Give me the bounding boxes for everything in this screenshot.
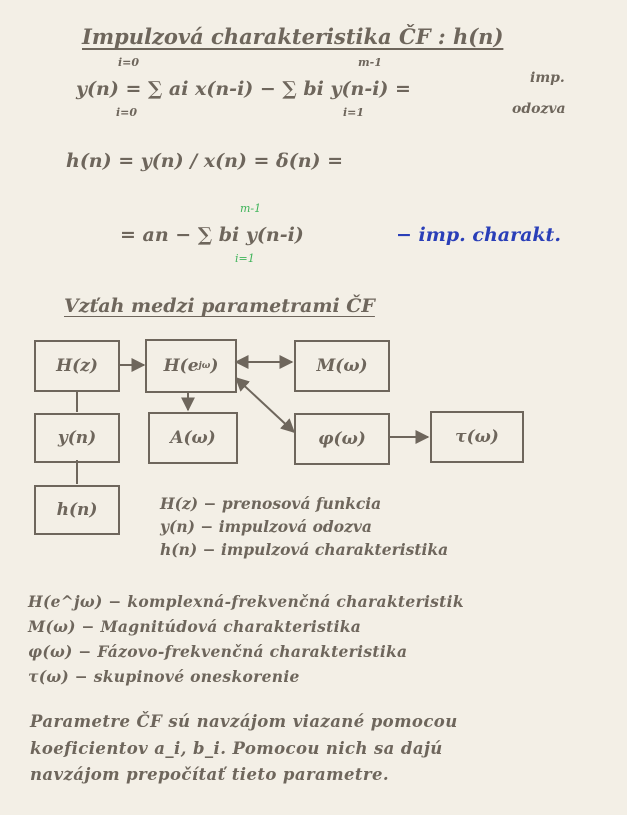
legend-1: H(z) − prenosová funkcia: [160, 494, 382, 513]
box-Aw: A(ω): [148, 412, 238, 464]
eq1-mid-text: i x(n-i) − ∑ b: [181, 78, 317, 100]
box-Hejw-end: ): [210, 356, 219, 376]
box-tauw: τ(ω): [430, 411, 524, 463]
eq3-sum-bottom: i=1: [235, 252, 255, 265]
legend-2: y(n) − impulzová odozva: [160, 517, 372, 536]
legend2-1: H(e^jω) − komplexná-frekvenčná charakteristik: [28, 592, 464, 611]
box-yn: y(n): [34, 413, 120, 463]
eq1-note-bottom: odozva: [512, 101, 566, 117]
eq1-sum2-top: m-1: [358, 56, 382, 69]
box-Mw: M(ω): [294, 340, 390, 392]
legend2-2: M(ω) − Magnitúdová charakteristika: [28, 617, 362, 636]
eq2: h(n) = y(n) / x(n) = δ(n) =: [66, 150, 344, 172]
box-Hejw-sup: jω: [198, 361, 211, 371]
box-Hz: H(z): [34, 340, 120, 392]
box-hn: h(n): [34, 485, 120, 535]
eq1-sum1-bottom: i=0: [116, 106, 138, 119]
eq1-sum2-bottom: i=1: [343, 106, 365, 119]
eq1-lhs-text: y(n) = ∑ a: [76, 78, 182, 100]
eq1-note-top: imp.: [530, 70, 565, 86]
eq3-text-c: i y(n-i): [232, 224, 304, 246]
paragraph-line-2: koeficientov a_i, b_i. Pomocou nich sa dajú: [30, 739, 443, 758]
legend2-4: τ(ω) − skupinové oneskorenie: [28, 667, 300, 686]
eq3-text-b: n − ∑ b: [154, 224, 233, 246]
arrow-hejw-phiw: [236, 378, 294, 432]
eq3-text-a: = a: [120, 224, 155, 246]
section-title: Vzťah medzi parametrami ČF: [64, 295, 375, 317]
eq3-label: − imp. charakt.: [396, 224, 561, 246]
eq1-rhs-text: i y(n-i) =: [316, 78, 411, 100]
box-phiw: φ(ω): [294, 413, 390, 465]
box-Hejw-base: H(e: [163, 356, 199, 376]
page-title: Impulzová charakteristika ČF : h(n): [82, 24, 504, 49]
legend-3: h(n) − impulzová charakteristika: [160, 540, 449, 559]
paragraph-line-1: Parametre ČF sú navzájom viazané pomocou: [30, 712, 458, 731]
box-Hejw: [145, 339, 237, 393]
eq3-sum-top: m-1: [240, 202, 262, 215]
paragraph-line-3: navzájom prepočítať tieto parametre.: [30, 765, 390, 784]
eq1-sum1-top: i=0: [118, 56, 140, 69]
legend2-3: φ(ω) − Fázovo-frekvenčná charakteristika: [28, 642, 408, 661]
